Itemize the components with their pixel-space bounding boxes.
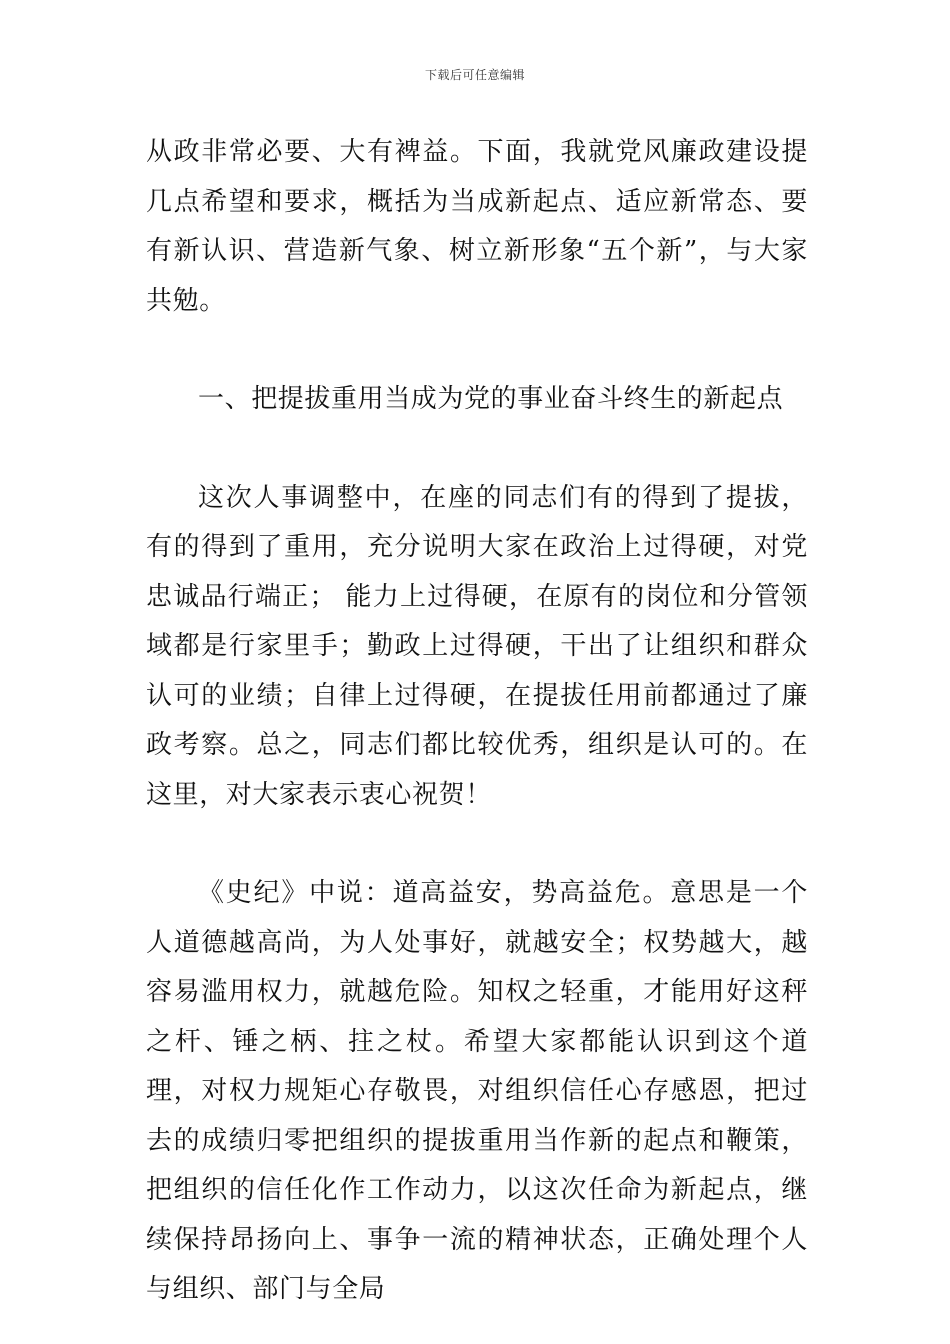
paragraph-3: 《史纪》中说：道高益安，势高益危。意思是一个人道德越高尚，为人处事好，就越安全；权势越大，越容易滥用权力，就越危险。知权之轻重，才能用好这秤之杆、锤之柄、拄之杖。希望大家都能认识到这个道理，对权力规矩心存敬畏，对组织信任心存感恩，把过去的成绩归零把组织的提拔重用当作新的起点和鞭策，把组织的信任化作工作动力，以这次任命为新起点，继续保持昂扬向上、事争一流的精神状态，正确处理个人与组织、部门与全局 (146, 878, 808, 1304)
paragraph-gap (146, 820, 808, 869)
paragraph-2: 这次人事调整中，在座的同志们有的得到了提拔，有的得到了重用，充分说明大家在政治上过得硬，对党忠诚品行端正； 能力上过得硬，在原有的岗位和分管领域都是行家里手；勤政上过得硬，干出了让组织和群众认可的业绩；自律上过得硬，在提拔任用前都通过了廉政考察。总之，同志们都比较优秀，组织是认可的。在这里，对大家表示衷心祝贺！ (146, 482, 808, 810)
paragraph-1: 从政非常必要、大有裨益。下面，我就党风廉政建设提几点希望和要求，概括为当成新起点、适应新常态、要有新认识、营造新气象、树立新形象“五个新”，与大家共勉。 (146, 137, 808, 316)
header-note: 下载后可任意编辑 (424, 68, 525, 82)
paragraph-gap (146, 425, 808, 474)
section-heading-1: 一、把提拔重用当成为党的事业奋斗终生的新起点 (198, 384, 784, 414)
paragraph-gap (146, 326, 808, 375)
document-body (146, 128, 808, 1315)
